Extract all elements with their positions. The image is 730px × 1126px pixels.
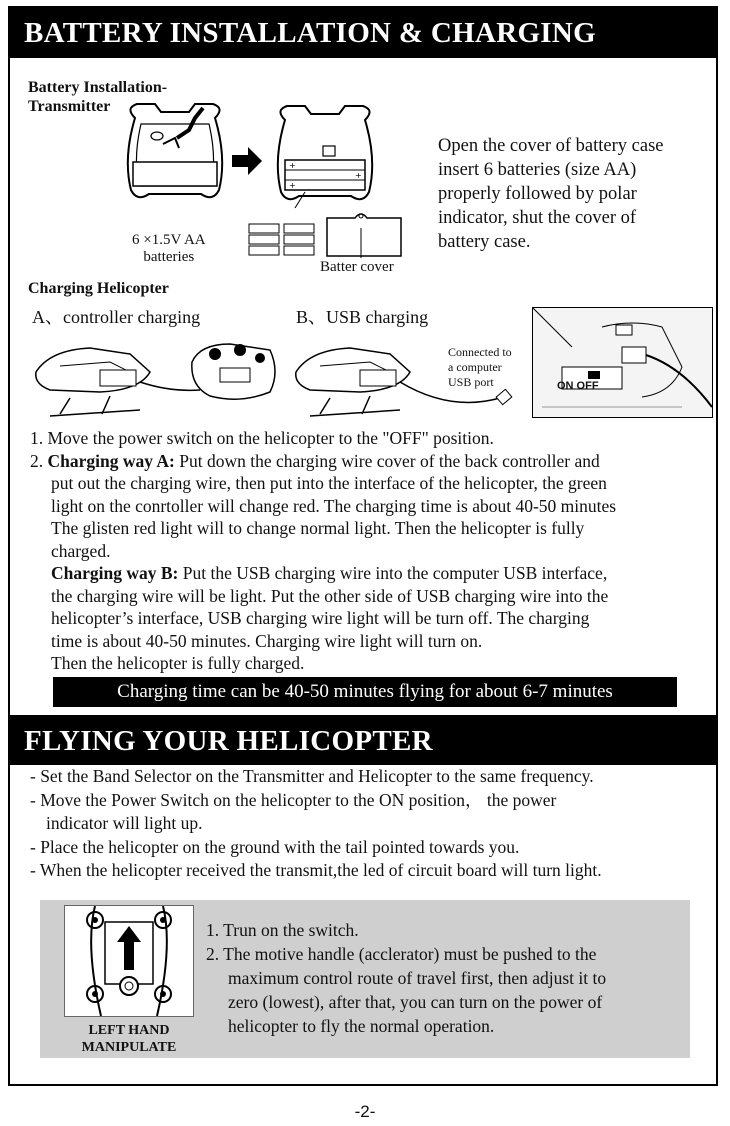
charging-way-b-line: the charging wire will be light. Put the other side of USB charging wire into the [51, 585, 609, 606]
description-line: indicator, shut the cover of [438, 208, 637, 228]
left-hand-stick-illustration [64, 905, 194, 1017]
flying-bullet: - Move the Power Switch on the helicopter to the ON position， the power [30, 789, 557, 810]
arrow-right-icon [232, 145, 264, 177]
battery-label [132, 232, 206, 266]
transmitter-label-line1: Battery Installation- [28, 79, 168, 96]
battery-cover-illustration [325, 208, 405, 258]
description-line: insert 6 batteries (size AA) [438, 160, 637, 180]
charging-way-b-label: Charging way B: [51, 563, 179, 583]
usb-port-line2: a computer [448, 360, 502, 374]
usb-port-closeup [532, 307, 718, 419]
controller-charging-illustration [30, 332, 280, 422]
flying-bullet: - Place the helicopter on the ground with the tail pointed towards you. [30, 836, 520, 857]
charging-way-a-label: Charging way A: [47, 450, 175, 471]
section-title-battery: BATTERY INSTALLATION & CHARGING [8, 6, 718, 58]
description-line: battery case. [438, 232, 531, 252]
svg-text:+: + [355, 171, 362, 180]
flying-bullet: - When the helicopter received the transmit,the led of circuit board will turn light. [30, 860, 602, 880]
charging-way-b-line: helicopter’s interface, USB charging wire light will be turn off. The charging [51, 608, 590, 628]
description-line: Open the cover of battery case [438, 136, 664, 156]
step-2-line: put out the charging wire, then put into the interface of the helicopter, the green [51, 473, 607, 493]
charging-steps [30, 427, 616, 675]
flying-bullet: - Set the Band Selector on the Transmitter and Helicopter to the same frequency. [30, 766, 594, 786]
svg-text:+: + [289, 161, 296, 170]
charging-way-b-line: time is about 40-50 minutes. Charging wire light will turn on. [51, 630, 483, 651]
flying-bullet-continuation: indicator will light up. [46, 813, 203, 833]
option-b-label: B、USB charging [296, 307, 429, 327]
charging-way-b-text: Put the USB charging wire into the computer USB interface, [178, 563, 608, 583]
battery-cover-label: Batter cover [320, 259, 394, 275]
step-2-number: 2. [30, 450, 48, 471]
throttle-step-line: helicopter to fly the normal operation. [228, 1016, 495, 1036]
transmitter-illustration-open [115, 98, 235, 208]
left-hand-line2: MANIPULATE [81, 1040, 177, 1055]
usb-port-label [448, 345, 512, 390]
transmitter-illustration-batteries [265, 100, 385, 210]
charging-way-b-line: Then the helicopter is fully charged. [51, 653, 305, 673]
usb-port-line3: USB port [448, 375, 494, 389]
charging-way-b [30, 562, 616, 585]
transmitter-label-line2: Transmitter [28, 98, 111, 115]
throttle-step-line: zero (lowest), after that, you can turn on the power of [228, 992, 603, 1012]
left-hand-label [64, 1022, 194, 1056]
description-line: properly followed by polar [438, 184, 637, 204]
usb-port-line1: Connected to [448, 345, 512, 359]
section-title-flying: FLYING YOUR HELICOPTER [8, 715, 718, 765]
throttle-stick-up-icon [65, 906, 193, 1016]
battery-label-line1: 6 ×1.5V AA [132, 232, 206, 248]
step-1: 1. Move the power switch on the helicopter to the "OFF" position. [30, 428, 494, 448]
left-hand-line1: LEFT HAND [88, 1023, 170, 1038]
throttle-step-line: maximum control route of travel first, then adjust it to [228, 968, 607, 988]
throttle-step: 2. The motive handle (acclerator) must be pushed to the [206, 944, 597, 964]
charging-heading: Charging Helicopter [28, 280, 169, 297]
throttle-steps [206, 918, 606, 1038]
step-2-line: charged. [51, 540, 111, 561]
step-2-line: The glisten red light will to change normal light. Then the helicopter is fully [51, 518, 585, 538]
charging-time-callout: Charging time can be 40-50 minutes flying for about 6-7 minutes [53, 677, 677, 707]
switch-label: ON OFF [557, 380, 599, 392]
battery-description [438, 134, 664, 254]
page-number: -2- [354, 1102, 376, 1121]
batteries-illustration [248, 222, 318, 258]
battery-label-line2: batteries [143, 249, 195, 265]
flying-instructions [30, 765, 602, 883]
throttle-step: 1. Trun on the switch. [206, 920, 359, 940]
option-a-label: A、controller charging [32, 307, 201, 327]
step-2-text: Put down the charging wire cover of the back controller and [174, 450, 600, 471]
step-2 [30, 450, 616, 473]
svg-text:+: + [289, 181, 296, 190]
step-2-line: light on the conrtoller will change red. The charging time is about 40-50 minutes [51, 495, 617, 516]
